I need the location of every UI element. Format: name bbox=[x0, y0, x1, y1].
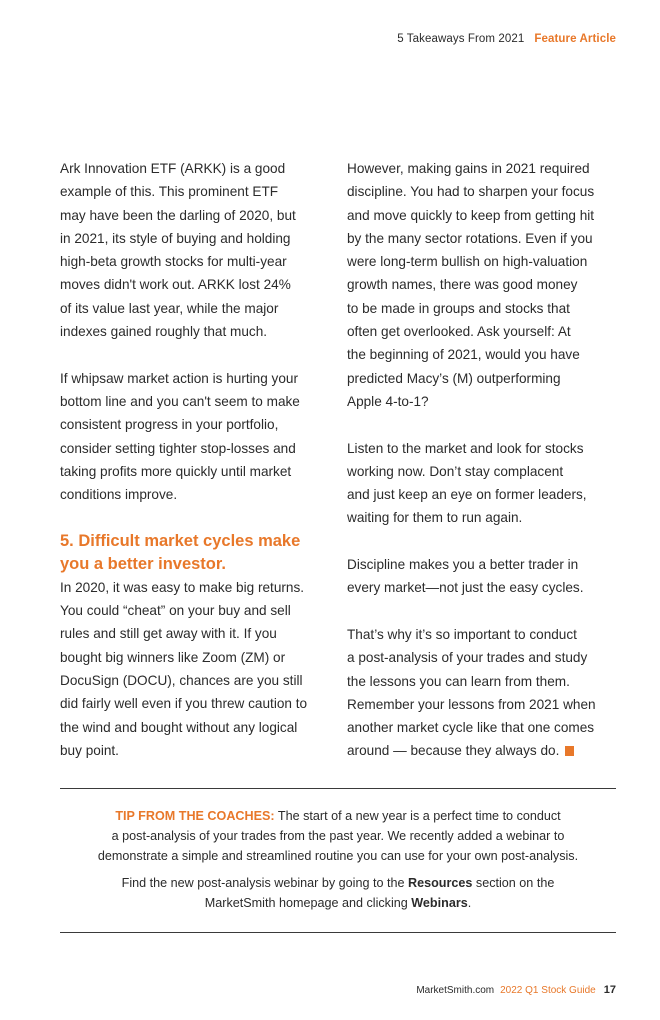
coach-tip-box bbox=[60, 806, 616, 913]
article-title: 5 Takeaways From 2021 bbox=[397, 33, 525, 45]
tip-period: . bbox=[467, 896, 472, 910]
tip-instructions bbox=[60, 873, 616, 913]
resources-link-text: Resources bbox=[408, 876, 473, 890]
tip-label: TIP FROM THE COACHES: bbox=[115, 809, 275, 823]
right-paragraph-4-text: That’s why it’s so important to conduct a post-analysis of your trades and study the lessons you can learn from them. Remember your lessons from 2021 when another market cycle like that one comes around — because they always do. bbox=[347, 626, 596, 759]
right-paragraph-1: However, making gains in 2021 required discipline. You had to sharpen your focus and move quickly to keep from getting hit by the many sector rotations. Even if you were long-term bullish on high-valuation growth names, there was good money to be made in groups and stocks that often get overlooked. Ask yourself: At the beginning of 2021, would you have predicted Macy’s (M) outperforming Apple 4-to-1? bbox=[347, 161, 595, 409]
right-paragraph-3: Discipline makes you a better trader in every market—not just the easy cycles. bbox=[347, 557, 584, 596]
page-header bbox=[397, 33, 616, 45]
left-paragraph-3: In 2020, it was easy to make big returns. You could “cheat” on your buy and sell rules and still get away with it. If you bought big winners like Zoom (ZM) or DocuSign (DOCU), chances are you still did fairly well even if you threw caution to the wind and bought without any logical buy point. bbox=[60, 579, 308, 758]
page-number: 17 bbox=[603, 984, 616, 996]
left-paragraph-2: If whipsaw market action is hurting your bottom line and you can't seem to make consistent progress in your portfolio, consider setting tighter stop-losses and taking profits more quickly until market conditions improve. bbox=[60, 370, 300, 503]
tip-instructions-part2: section on the MarketSmith homepage and clicking bbox=[204, 876, 555, 910]
webinars-link-text: Webinars bbox=[411, 896, 468, 910]
section-heading: 5. Difficult market cycles make you a better investor. bbox=[60, 531, 301, 573]
tip-paragraph bbox=[60, 806, 616, 866]
tip-text: The start of a new year is a perfect time to conduct a post-analysis of your trades from the past year. We recently added a webinar to demonstrate a simple and streamlined routine you can use for your own post-analysis. bbox=[97, 809, 579, 863]
left-paragraph-1: Ark Innovation ETF (ARKK) is a good example of this. This prominent ETF may have been the darling of 2020, but in 2021, its style of buying and holding high-beta growth stocks for multi-year moves didn't work out. ARKK lost 24% of its value last year, while the major indexes gained roughly that much. bbox=[60, 161, 296, 340]
end-mark-icon bbox=[565, 746, 574, 756]
right-paragraph-2: Listen to the market and look for stocks working now. Don’t stay complacent and just keep an eye on former leaders, waiting for them to run again. bbox=[347, 440, 587, 526]
section-label: Feature Article bbox=[534, 33, 616, 45]
left-column bbox=[60, 157, 330, 762]
tip-top-rule bbox=[60, 788, 616, 789]
right-paragraph-4 bbox=[347, 623, 617, 763]
right-column bbox=[347, 157, 617, 763]
footer-site: MarketSmith.com bbox=[416, 985, 495, 996]
page-footer bbox=[416, 984, 616, 996]
tip-bottom-rule bbox=[60, 932, 616, 933]
footer-guide: 2022 Q1 Stock Guide bbox=[500, 985, 596, 996]
tip-instructions-part1: Find the new post-analysis webinar by going to the bbox=[121, 876, 408, 890]
